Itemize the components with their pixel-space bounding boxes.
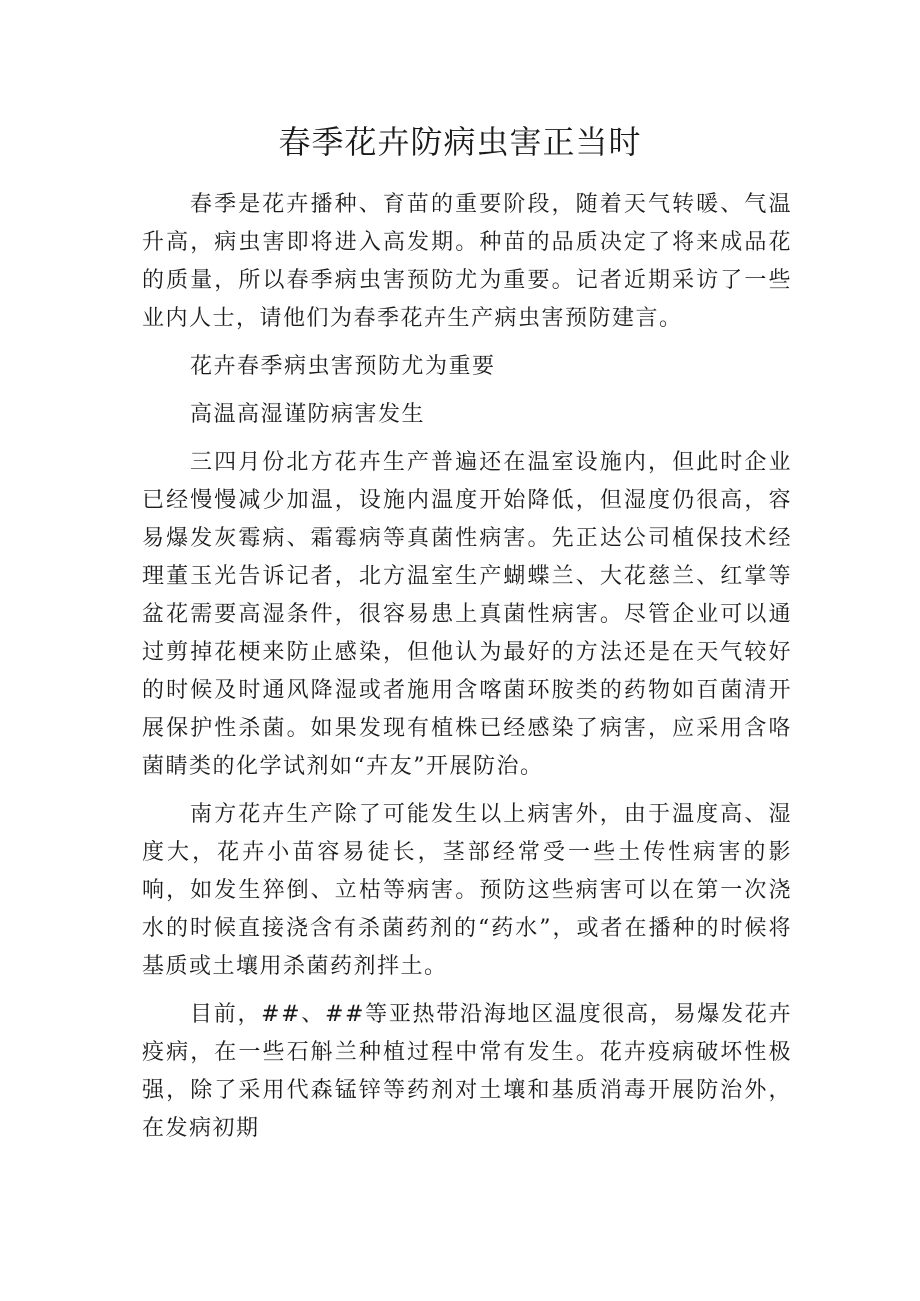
paragraph-subtropical-coastal: 目前，##、##等亚热带沿海地区温度很高，易爆发花卉疫病，在一些石斛兰种植过程中常有发生。花卉疫病破坏性极强，除了采用代森锰锌等药剂对土壤和基质消毒开展防治外，在发病初期 xyxy=(142,1002,792,1141)
paragraph-intro: 春季是花卉播种、育苗的重要阶段，随着天气转暖、气温升高，病虫害即将进入高发期。种苗的品质决定了将来成品花的质量，所以春季病虫害预防尤为重要。记者近期采访了一些业内人士，请他们为春季花卉生产病虫害预防建言。 xyxy=(142,192,792,331)
paragraph-north-production: 三四月份北方花卉生产普遍还在温室设施内，但此时企业已经慢慢减少加温，设施内温度开始降低，但湿度仍很高，容易爆发灰霉病、霜霉病等真菌性病害。先正达公司植保技术经理董玉光告诉记者，北方温室生产蝴蝶兰、大花慈兰、红掌等盆花需要高湿条件，很容易患上真菌性病害。尽管企业可以通过剪掉花梗来防止感染，但他认为最好的方法还是在天气较好的时候及时通风降湿或者施用含喀菌环胺类的药物如百菌清开展保护性杀菌。如果发现有植株已经感染了病害，应采用含咯菌睛类的化学试剂如“卉友”开展防治。 xyxy=(142,450,792,779)
section-heading-high-temp-humidity: 高温高湿谨防病害发生 xyxy=(190,402,426,427)
paragraph-south-production: 南方花卉生产除了可能发生以上病害外，由于温度高、湿度大，花卉小苗容易徒长，茎部经常受一些土传性病害的影响，如发生猝倒、立枯等病害。预防这些病害可以在第一次浇水的时候直接浇含有杀菌药剂的“药水”，或者在播种的时候将基质或土壤用杀菌药剂拌土。 xyxy=(142,802,792,979)
document-body xyxy=(142,186,792,1158)
document-title: 春季花卉防病虫害正当时 xyxy=(278,123,642,161)
section-heading-prevention: 花卉春季病虫害预防尤为重要 xyxy=(190,354,496,379)
